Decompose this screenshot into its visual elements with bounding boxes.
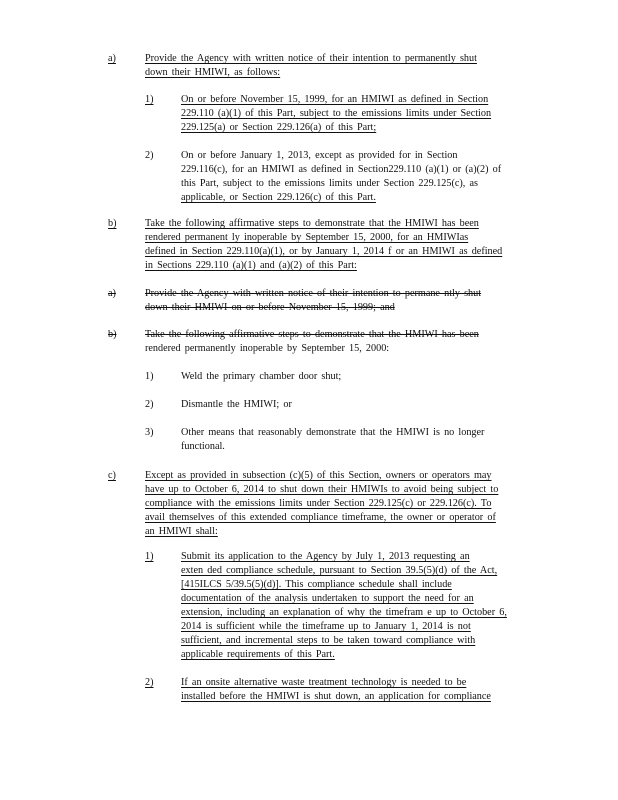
text-line-struck: Take the following affirmative steps to demonstrate that the HMIWI has been: [145, 329, 479, 340]
item-label-a2: 2): [145, 150, 154, 161]
text-line: Provide the Agency with written notice of their intention to permane ntly shut: [145, 288, 482, 299]
text-line: compliance with the emissions limits under Section 229.125(c) or 229.126(c). To: [145, 498, 492, 509]
paragraph-a1: [181, 93, 526, 135]
text-line: Provide the Agency with written notice of their intention to permanently shut: [145, 53, 477, 64]
text-line: installed before the HMIWI is shut down, an application for compliance: [181, 691, 491, 702]
text-line: extension, including an explanation of why the timefram e up to October 6,: [181, 607, 507, 618]
paragraph-b-new: [145, 217, 537, 273]
text-line: have up to October 6, 2014 to shut down their HMIWIs to avoid being subject to: [145, 484, 499, 495]
text-line: 229.110 (a)(1) of this Part, subject to the emissions limits under Section: [181, 108, 492, 119]
item-label-b2: 2): [145, 399, 154, 410]
item-label-b-old: b): [108, 329, 117, 340]
item-label-a1: 1): [145, 94, 154, 105]
paragraph-b2: [181, 398, 292, 412]
text-line: an HMIWI shall:: [145, 526, 218, 537]
text-line: documentation of the analysis undertaken to support the need for an: [181, 593, 474, 604]
text-line: Except as provided in subsection (c)(5) of this Section, owners or operators may: [145, 470, 492, 481]
paragraph-b1: [181, 370, 341, 384]
text-line: applicable requirements of this Part.: [181, 649, 335, 660]
paragraph-a-new: [145, 52, 519, 80]
paragraph-c: [145, 469, 538, 539]
paragraph-c2: [181, 676, 526, 704]
text-line: in Sections 229.110 (a)(1) and (a)(2) of this Part:: [145, 260, 357, 271]
text-line: down their HMIWI on or before November 15, 1999; and: [145, 302, 395, 313]
text-line: 2014 is sufficient while the timeframe up to January 1, 2014 is not: [181, 621, 471, 632]
item-label-b1: 1): [145, 371, 154, 382]
item-label-a-old: a): [108, 288, 116, 299]
text-line: rendered permanent ly inoperable by September 15, 2000, for an HMIWIas: [145, 232, 469, 243]
item-label-b-new: b): [108, 218, 117, 229]
paragraph-b3: [181, 426, 521, 454]
text-line: On or before January 1, 2013, except as provided for in Section: [181, 150, 458, 161]
text-line: this Part, subject to the emissions limits under Section 229.125(c), as: [181, 178, 478, 189]
text-line: If an onsite alternative waste treatment technology is needed to be: [181, 677, 467, 688]
text-line: applicable, or Section 229.126(c) of this Part.: [181, 192, 376, 203]
text-line: functional.: [181, 441, 225, 452]
text-line: rendered permanently inoperable by September 15, 2000:: [145, 343, 390, 354]
text-line: Take the following affirmative steps to demonstrate that the HMIWI has been: [145, 218, 479, 229]
paragraph-a2: [181, 149, 537, 205]
text-line: Weld the primary chamber door shut;: [181, 371, 342, 382]
item-label-c2: 2): [145, 677, 154, 688]
item-label-a-new: a): [108, 53, 116, 64]
item-label-c: c): [108, 470, 116, 481]
text-line: 229.125(a) or Section 229.126(a) of this Part;: [181, 122, 377, 133]
text-line: Dismantle the HMIWI; or: [181, 399, 292, 410]
text-line: Other means that reasonably demonstrate that the HMIWI is no longer: [181, 427, 485, 438]
text-line: sufficient, and incremental steps to be taken toward compliance with: [181, 635, 476, 646]
paragraph-b-old: [145, 328, 525, 356]
text-line: down their HMIWI, as follows:: [145, 67, 281, 78]
text-line: exten ded compliance schedule, pursuant to Section 39.5(5)(d) of the Act,: [181, 565, 498, 576]
text-line: On or before November 15, 1999, for an HMIWI as defined in Section: [181, 94, 489, 105]
paragraph-a-old-struck: [145, 287, 519, 315]
text-line: 229.116(c), for an HMIWI as defined in Section229.110 (a)(1) or (a)(2) of: [181, 164, 502, 175]
text-line: Submit its application to the Agency by July 1, 2013 requesting an: [181, 551, 470, 562]
text-line: defined in Section 229.110(a)(1), or by January 1, 2014 f or an HMIWI as defined: [145, 246, 503, 257]
text-line: [415ILCS 5/39.5(5)(d)]. This compliance schedule shall include: [181, 579, 452, 590]
item-label-c1: 1): [145, 551, 154, 562]
paragraph-c1: [181, 550, 541, 662]
text-line: avail themselves of this extended compliance timeframe, the owner or operator of: [145, 512, 496, 523]
item-label-b3: 3): [145, 427, 154, 438]
